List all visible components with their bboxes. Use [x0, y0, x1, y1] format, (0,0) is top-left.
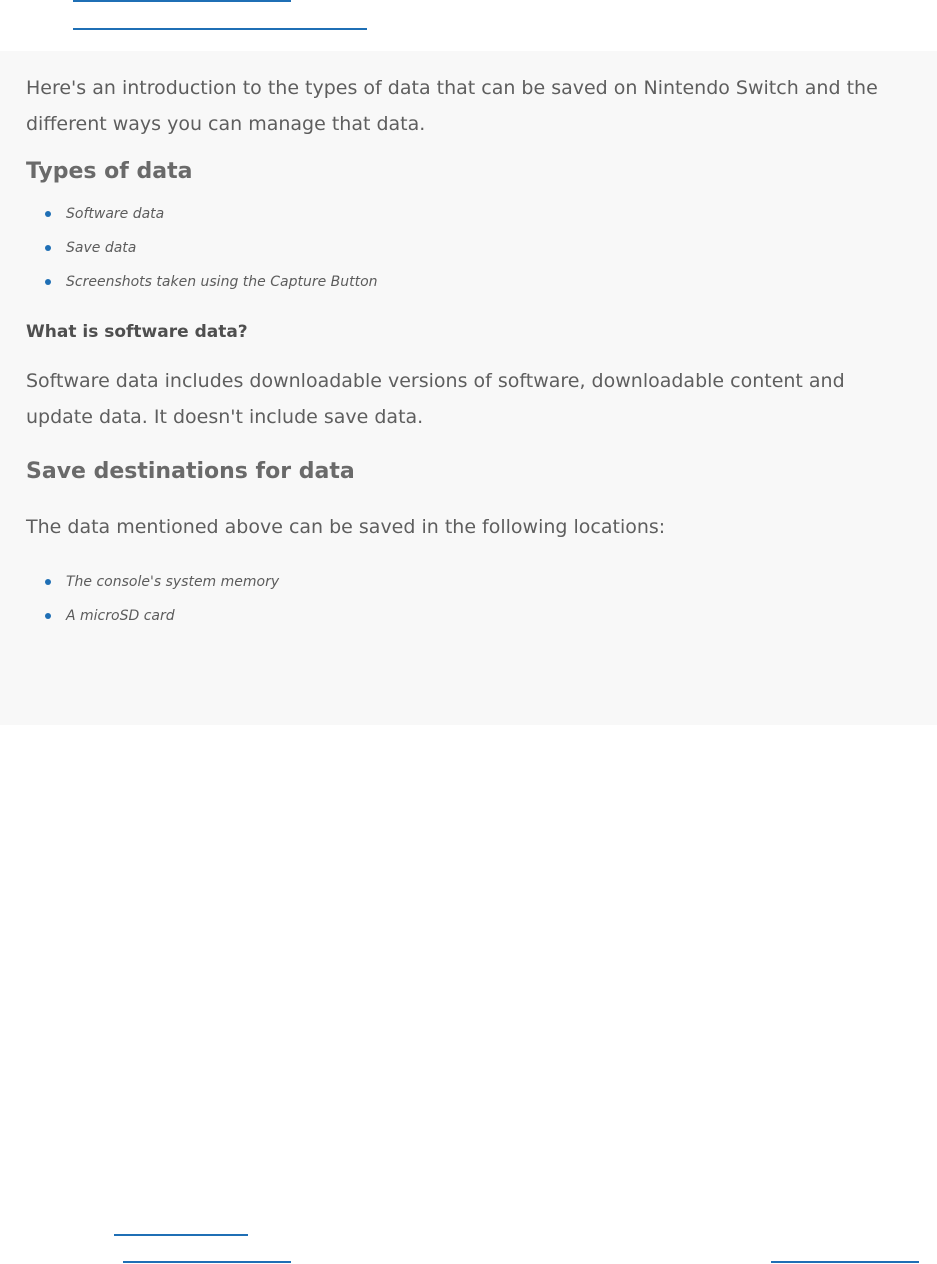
types-list: [26, 197, 911, 299]
bottom-link-1[interactable]: [114, 1234, 248, 1236]
list-item-text: Save data: [66, 240, 137, 256]
bullet-icon: [45, 245, 51, 251]
list-item-text: A microSD card: [66, 608, 175, 624]
list-item: [26, 599, 911, 633]
software-data-text: Software data includes downloadable versions of software, downloadable content and update data. It doesn't include save data.: [26, 370, 845, 428]
list-item: [26, 565, 911, 599]
bullet-icon: [45, 279, 51, 285]
list-item-text: Software data: [66, 206, 165, 222]
types-of-data-heading: Types of data: [26, 159, 193, 184]
top-link-2[interactable]: [73, 28, 367, 30]
bottom-link-3[interactable]: [771, 1261, 919, 1263]
save-destinations-text: The data mentioned above can be saved in the following locations:: [26, 516, 666, 538]
bullet-icon: [45, 211, 51, 217]
list-item: [26, 265, 911, 299]
top-link-1[interactable]: [73, 0, 291, 2]
bottom-link-2[interactable]: [123, 1261, 291, 1263]
list-item-text: The console's system memory: [66, 574, 280, 590]
list-item: [26, 231, 911, 265]
bullet-icon: [45, 579, 51, 585]
software-data-heading: What is software data?: [26, 322, 248, 342]
bullet-icon: [45, 613, 51, 619]
destinations-list: [26, 565, 911, 633]
list-item: [26, 197, 911, 231]
list-item-text: Screenshots taken using the Capture Button: [66, 274, 378, 290]
save-destinations-heading: Save destinations for data: [26, 459, 355, 484]
intro-text: Here's an introduction to the types of data that can be saved on Nintendo Switch and the different ways you can manage that data.: [26, 77, 878, 135]
content-panel: [0, 51, 937, 725]
